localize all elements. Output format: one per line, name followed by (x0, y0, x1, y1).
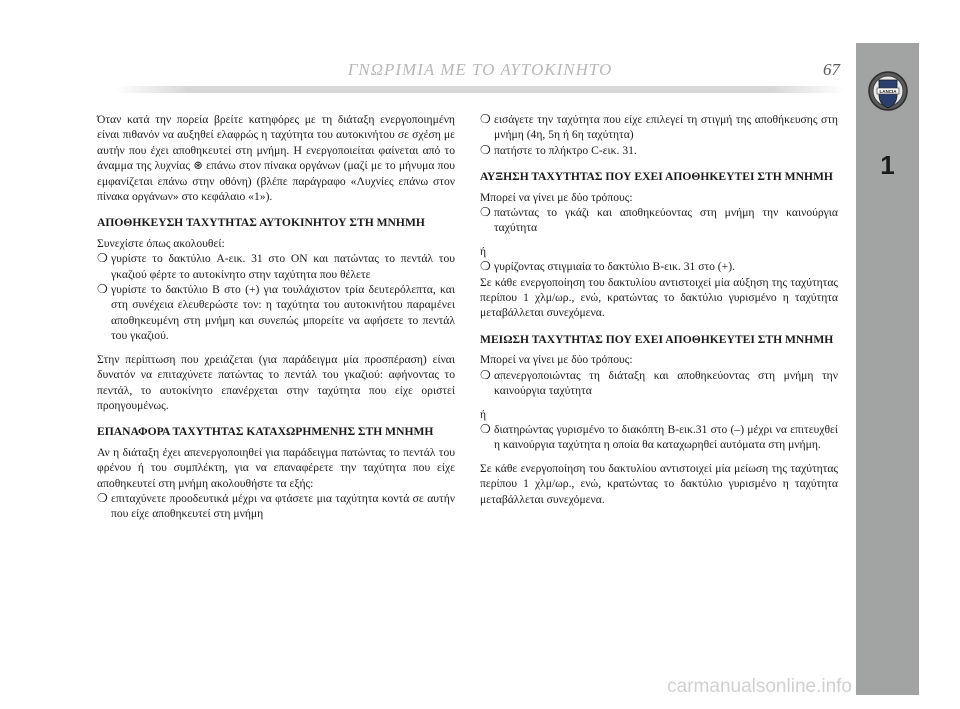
list-item-text: γυρίζοντας στιγμιαία το δακτύλιο B-εικ. 31 στο (+). (494, 260, 735, 274)
left-column (97, 112, 455, 522)
section-heading-store-speed: ΑΠΟΘΗΚΕΥΣΗ ΤΑΧΥΤΗΤΑΣ ΑΥΤΟΚΙΝΗΤΟΥ ΣΤΗ ΜΝΗΜΗ (97, 216, 425, 230)
list-item-text: διατηρώντας γυρισμένο το διακόπτη B-εικ.31 στο (–) μέχρι να επιτευχθεί η καινούργια ταχύτητα η οποία θα καταχωρηθεί αυτόματα στη μνήμη. (494, 422, 838, 452)
bullet-circle-icon: ❍ (480, 421, 491, 436)
list-item (480, 205, 838, 236)
running-header-title: ΓΝΩΡΙΜΙΑ ΜΕ ΤΟ ΑΥΤΟΚΙΝΗΤΟ (347, 60, 613, 79)
bullet-circle-icon: ❍ (480, 205, 491, 220)
list-item-text: επιταχύνετε προοδευτικά μέχρι να φτάσετε μια ταχύτητα κοντά σε αυτήν που είχε αποθηκευτεί στη μνήμη (111, 491, 455, 521)
site-watermark: carmanualsonline.info (667, 676, 852, 697)
paragraph: Στην περίπτωση που χρειάζεται (για παράδειγμα μία προσπέραση) είναι δυνατόν να επιταχύνετε πατώντας το πεντάλ του γκαζιού: αφήνοντας το πεντάλ, το αυτοκίνητο επανέρχεται στην ταχύτητα που είχε οριστεί προηγουμένως. (97, 352, 455, 412)
list-item (480, 368, 838, 399)
paragraph: Σε κάθε ενεργοποίηση του δακτυλίου αντιστοιχεί μία μείωση της ταχύτητας περίπου 1 χλμ/ωρ., ενώ, κρατώντας το δακτύλιο γυρισμένο η ταχύτητα μεταβάλλεται συνεχόμενα. (480, 461, 838, 506)
warning-lamp-icon: ⊛ (193, 159, 203, 173)
logo-lettering: LANCIA (879, 88, 896, 94)
intro-text-rest: επάνω στον πίνακα οργάνων (μαζί με το μήνυμα που εμφανίζεται επάνω στην οθόνη) (βλέπε παράγραφο «Λυχνίες επάνω στον πίνακα οργάνων» στο κεφάλαιο «1»). (97, 159, 455, 204)
chapter-number: 1 (880, 150, 895, 180)
lancia-shield-icon (868, 64, 908, 118)
list-item (480, 259, 838, 274)
paragraph: Μπορεί να γίνει με δύο τρόπους: (480, 190, 633, 204)
paragraph: Μπορεί να γίνει με δύο τρόπους: (480, 353, 633, 367)
bullet-circle-icon: ❍ (97, 282, 108, 297)
list-item-text: εισάγετε την ταχύτητα που είχε επιλεγεί τη στιγμή της αποθήκευσης στη μνήμη (4η, 5η ή 6η ταχύτητα) (494, 113, 838, 142)
list-item (97, 282, 455, 344)
list-item (480, 112, 838, 143)
section-heading-restore-speed: ΕΠΑΝΑΦΟΡΑ ΤΑΧΥΤΗΤΑΣ ΚΑΤΑΧΩΡΗΜΕΝΗΣ ΣΤΗ ΜΝΗΜΗ (97, 425, 434, 439)
list-item-text: γυρίστε το δακτύλιο A-εικ. 31 στο ON και πατώντας το πεντάλ του γκαζιού φέρτε το αυτοκίνητο στην ταχύτητα που θέλετε (111, 252, 455, 281)
list-item (480, 143, 838, 158)
paragraph: Αν η διάταξη έχει απενεργοποιηθεί για παράδειγμα πατώντας το πεντάλ του φρένου ή του συμπλέκτη, για να επαναφέρετε την ταχύτητα που είχε αποθηκευτεί στη μνήμη ακολουθήστε τα εξής: (97, 445, 455, 490)
page-number: 67 (823, 60, 840, 79)
or-text: ή (480, 244, 487, 258)
intro-paragraph (97, 112, 455, 204)
brand-logo (856, 50, 919, 132)
list-item-text: πατώντας το γκάζι και αποθηκεύοντας στη μνήμη την καινούργια ταχύτητα (494, 206, 838, 235)
header-rule (115, 86, 845, 93)
list-item-text: γυρίστε το δακτύλιο B στο (+) για τουλάχιστον τρία δευτερόλεπτα, και στη συνέχεια ελευθερώστε τον: η ταχύτητα του αυτοκινήτου παραμένει αποθηκευμένη στη μνήμη και συνεπώς μπορείτε να αφήσετε το πεντάλ του γκαζιού. (111, 283, 455, 343)
list-item (480, 422, 838, 453)
bullet-circle-icon: ❍ (480, 367, 491, 382)
list-item-text: απενεργοποιώντας τη διάταξη και αποθηκεύοντας στη μνήμη την καινούργια ταχύτητα (494, 368, 838, 398)
right-column (480, 112, 838, 507)
bullet-circle-icon: ❍ (480, 259, 491, 274)
section-heading-decrease-speed: ΜΕΙΩΣΗ ΤΑΧΥΤΗΤΑΣ ΠΟΥ ΕΧΕΙ ΑΠΟΘΗΚΕΥΤΕΙ ΣΤΗ ΜΝΗΜΗ (480, 332, 834, 346)
list-item (97, 251, 455, 282)
list-item-text: πατήστε το πλήκτρο C-εικ. 31. (494, 143, 637, 157)
bullet-circle-icon: ❍ (97, 251, 108, 266)
bullet-circle-icon: ❍ (480, 112, 491, 126)
or-text: ή (480, 407, 487, 421)
bullet-circle-icon: ❍ (97, 490, 108, 505)
bullet-circle-icon: ❍ (480, 142, 491, 157)
intro-text: Όταν κατά την πορεία βρείτε κατηφόρες με τη διάταξη ενεργοποιημένη είναι πιθανόν να αυξηθεί ελαφρώς η ταχύτητα του αυτοκινήτου σε σχέση με αυτήν που έχει αποθηκευτεί στη μνήμη. Η ενεργοποιείται φαίνεται από το άναμμα της λυχνίας (97, 113, 455, 173)
list-item (97, 491, 455, 522)
paragraph: Συνεχίστε όπως ακολουθεί: (97, 236, 225, 250)
paragraph: Σε κάθε ενεργοποίηση του δακτυλίου αντιστοιχεί μία αύξηση της ταχύτητας περίπου 1 χλμ/ωρ., ενώ, κρατώντας το δακτύλιο γυρισμένο η ταχύτητα μεταβάλλεται συνεχόμενα. (480, 275, 838, 320)
section-heading-increase-speed: ΑΥΞΗΣΗ ΤΑΧΥΤΗΤΑΣ ΠΟΥ ΕΧΕΙ ΑΠΟΘΗΚΕΥΤΕΙ ΣΤΗ ΜΝΗΜΗ (480, 170, 833, 184)
